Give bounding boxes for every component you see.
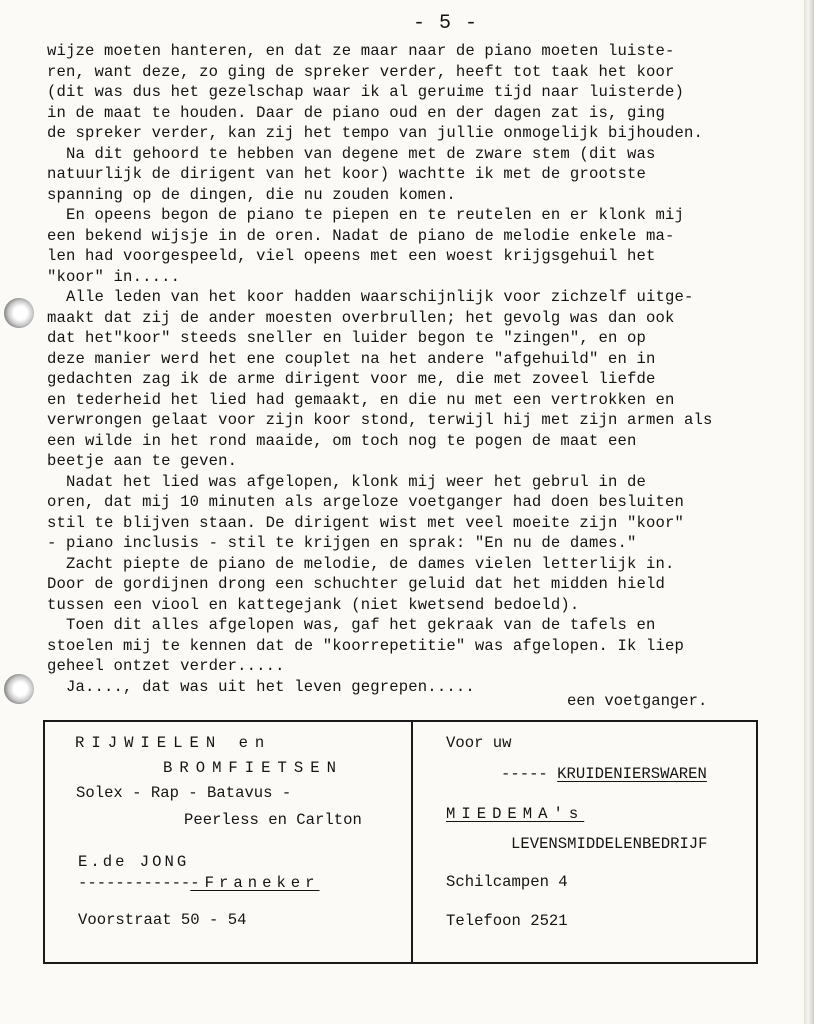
text-line: Door de gordijnen drong een schuchter geluid dat het midden hield: [47, 575, 666, 593]
text-line: - piano inclusis - stil te krijgen en sprak: "En nu de dames.": [47, 534, 637, 552]
text-line: gedachten zag ik de arme dirigent voor me, die met zoveel liefde: [47, 370, 656, 388]
ad-left-line-1: RIJWIELEN en: [75, 734, 272, 752]
advertisement-divider: [411, 720, 413, 964]
page-edge: [804, 0, 814, 1024]
text-line: een wilde in het rond maaide, om toch nog te pogen de maat een: [47, 431, 637, 450]
text-line: Ja...., dat was uit het leven gegrepen.....: [47, 677, 475, 696]
punch-hole-bottom: [4, 674, 34, 704]
text-line: geheel ontzet verder.....: [47, 657, 285, 675]
text-line: beetje aan te geven.: [47, 452, 238, 470]
text-line: dat het"koor" steeds sneller en luider begon te "zingen", en op: [47, 329, 646, 347]
ad-left-address: Voorstraat 50 - 54: [78, 911, 247, 929]
text-line: "koor" in.....: [47, 267, 181, 286]
text-line: verwrongen gelaat voor zijn koor stond, terwijl hij met zijn armen als: [47, 411, 713, 429]
text-line: deze manier werd het ene couplet na het andere "afgehuild" en in: [47, 349, 656, 368]
text-line: natuurlijk de dirigent van het koor) wachtte ik met de grootste: [47, 165, 646, 183]
ad-right-company-type: LEVENSMIDDELENBEDRIJF: [511, 835, 708, 853]
text-line: len had voorgespeeld, viel opeens met een woest krijgsgehuil het: [47, 247, 656, 265]
text-line: maakt dat zij de ander moesten overbrullen; het gevolg was dan ook: [47, 308, 675, 327]
page-number: - 5 -: [413, 12, 479, 35]
text-line: Zacht piepte de piano de melodie, de dames vielen letterlijk in.: [47, 554, 675, 573]
ad-right-dashes: -----: [501, 765, 548, 783]
text-line: En opeens begon de piano te piepen en te reutelen en er klonk mij: [47, 206, 685, 224]
ad-right-product: KRUIDENIERSWAREN: [557, 765, 707, 783]
ad-right-phone: Telefoon 2521: [446, 912, 568, 930]
text-line: Toen dit alles afgelopen was, gaf het gekraak van de tafels en: [47, 616, 656, 634]
text-line: Na dit gehoord te hebben van degene met de zware stem (dit was: [47, 144, 656, 163]
ad-left-line-2: BROMFIETSEN: [163, 759, 343, 777]
ad-right-company: MIEDEMA's: [446, 805, 585, 823]
article-body: [47, 41, 767, 697]
text-line: Alle leden van het koor hadden waarschijnlijk voor zichzelf uitge-: [47, 288, 694, 306]
text-line: in de maat te houden. Daar de piano oud en der dagen zat is, ging: [47, 103, 666, 122]
ad-right-line-1: Voor uw: [446, 734, 512, 752]
text-line: en tederheid het lied had gemaakt, en die nu met een vertrokken en: [47, 390, 675, 409]
text-line: de spreker verder, kan zij het tempo van jullie onmogelijk bijhouden.: [47, 124, 704, 142]
text-line: een bekend wijsje in de oren. Nadat de piano de melodie enkele ma-: [47, 226, 675, 245]
text-line: Nadat het lied was afgelopen, klonk mij weer het gebrul in de: [47, 472, 646, 491]
text-line: ren, want deze, zo ging de spreker verder, heeft tot taak het koor: [47, 62, 675, 81]
ad-right-address: Schilcampen 4: [446, 873, 568, 891]
ad-left-brands-2: Peerless en Carlton: [184, 811, 362, 829]
text-line: (dit was dus het gezelschap waar ik al geruime tijd naar luisterde): [47, 83, 685, 101]
advertisement-box: [43, 720, 758, 964]
punch-hole-top: [4, 298, 34, 328]
text-line: tussen een viool en kattegejank (niet kwetsend bedoeld).: [47, 595, 580, 614]
ad-left-brands-1: Solex - Rap - Batavus -: [76, 784, 292, 802]
text-line: spanning op de dingen, die nu zouden komen.: [47, 185, 456, 204]
ad-right-line-2: [501, 764, 707, 784]
ad-left-city: -Franeker: [190, 874, 320, 892]
text-line: stoelen mij te kennen dat de "koorrepetitie" was afgelopen. Ik liep: [47, 636, 685, 655]
ad-left-dashes: ------------: [78, 874, 191, 892]
text-line: stil te blijven staan. De dirigent wist met veel moeite zijn "koor": [47, 513, 685, 532]
text-line: wijze moeten hanteren, en dat ze maar naar de piano moeten luiste-: [47, 42, 675, 60]
text-line: oren, dat mij 10 minuten als argeloze voetganger had doen besluiten: [47, 493, 685, 511]
signature: een voetganger.: [567, 692, 708, 710]
ad-left-city-line: [78, 873, 320, 893]
ad-left-owner: E.de JONG: [78, 853, 190, 871]
